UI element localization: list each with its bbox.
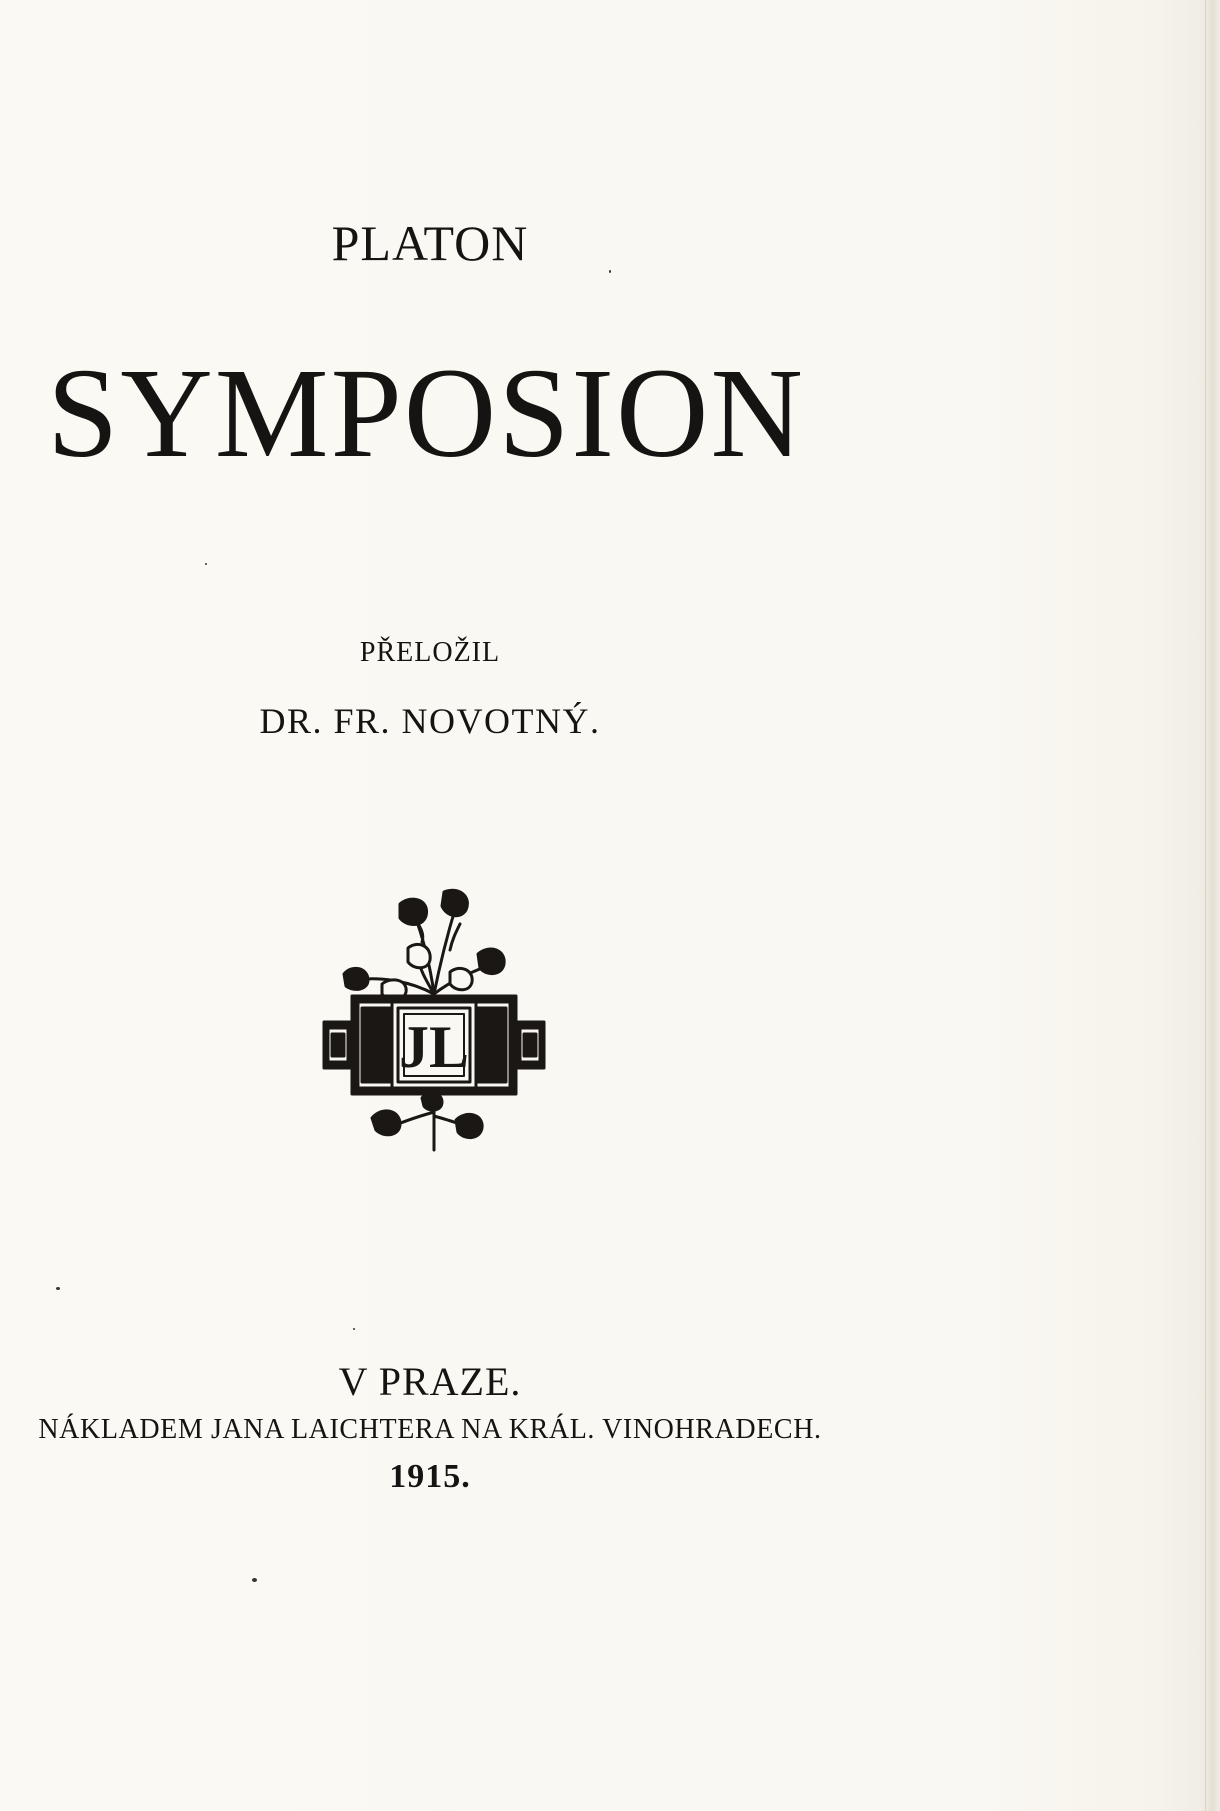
book-title: SYMPOSION bbox=[47, 342, 805, 484]
monogram-letters: JL bbox=[398, 1014, 470, 1080]
imprint-year: 1915. bbox=[389, 1458, 471, 1495]
imprint-city: V PRAZE. bbox=[338, 1359, 522, 1404]
speck bbox=[205, 563, 207, 565]
speck bbox=[252, 1578, 257, 1582]
publisher-monogram-icon bbox=[322, 884, 546, 1154]
author-name: PLATON bbox=[331, 215, 529, 271]
imprint-publisher: NÁKLADEM JANA LAICHTERA NA KRÁL. VINOHRADECH. bbox=[38, 1414, 822, 1445]
translator-name: . FR. NOVOTNÝ. bbox=[312, 701, 601, 741]
speck bbox=[353, 1328, 355, 1330]
speck bbox=[56, 1287, 60, 1290]
page-edge bbox=[1205, 0, 1220, 1811]
translator-line bbox=[0, 700, 860, 742]
translated-by-label: PŘELOŽIL bbox=[359, 637, 501, 668]
translator-prefix: DR bbox=[259, 701, 313, 741]
